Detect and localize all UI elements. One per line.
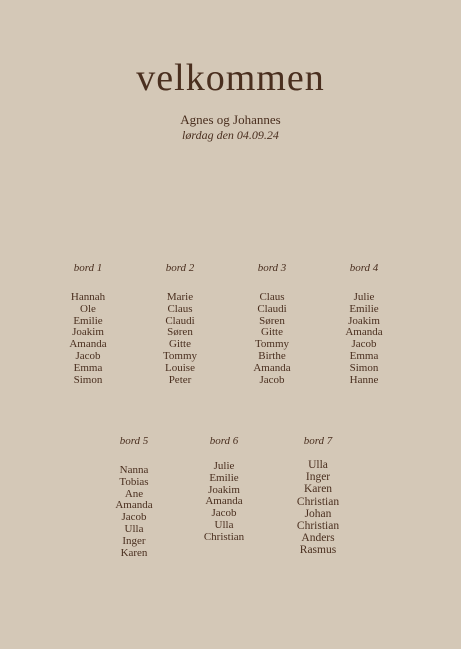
guest-name: Emilie — [349, 302, 379, 315]
table-5 — [89, 435, 179, 559]
guest-name: Marie — [166, 291, 194, 303]
guest-name: Karen — [303, 483, 333, 496]
table-4 — [319, 262, 409, 386]
guest-name: Christian — [203, 530, 245, 543]
guest-name: Karen — [120, 546, 148, 559]
page-title: velkommen — [136, 57, 325, 99]
guest-name: Joakim — [208, 483, 240, 496]
guest-list — [43, 292, 133, 386]
guest-name: Hannah — [70, 291, 106, 303]
table-label: bord 5 — [119, 435, 149, 447]
guest-list — [179, 461, 269, 544]
guest-name: Emilie — [73, 314, 103, 327]
guest-name: Emma — [73, 361, 103, 374]
guest-name: Joakim — [348, 314, 380, 327]
table-label: bord 7 — [303, 435, 333, 447]
guest-name: Søren — [167, 326, 193, 339]
guest-name: Claus — [167, 302, 193, 315]
table-7 — [273, 435, 363, 557]
guest-name: Peter — [168, 373, 192, 386]
table-6 — [179, 435, 269, 544]
guest-name: Jacob — [351, 338, 377, 351]
table-2 — [135, 262, 225, 386]
guest-name: Ulla — [124, 522, 144, 535]
guest-name: Ulla — [308, 459, 328, 471]
guest-name: Louise — [165, 361, 195, 374]
guest-name: Christian — [296, 495, 340, 508]
guest-name: Emma — [349, 349, 379, 362]
guest-name: Gitte — [261, 326, 283, 339]
guest-name: Julie — [213, 460, 235, 472]
event-date: lørdag den 04.09.24 — [182, 128, 279, 142]
guest-name: Inger — [122, 534, 146, 547]
guest-name: Tobias — [119, 475, 149, 488]
guest-name: Inger — [305, 471, 331, 484]
guest-name: Amanda — [69, 338, 107, 351]
guest-name: Jacob — [211, 507, 237, 520]
table-label: bord 3 — [257, 262, 287, 274]
guest-name: Amanda — [115, 499, 153, 512]
table-3 — [227, 262, 317, 386]
guest-list — [227, 292, 317, 386]
guest-name: Joakim — [72, 326, 104, 339]
guest-name: Ane — [124, 487, 144, 500]
guest-name: Amanda — [205, 495, 243, 508]
guest-name: Julie — [353, 291, 375, 303]
table-label: bord 4 — [349, 262, 379, 274]
guest-name: Ulla — [214, 518, 234, 531]
guest-name: Søren — [259, 314, 285, 327]
guest-name: Anders — [301, 532, 335, 545]
guest-name: Birthe — [258, 349, 286, 362]
guest-name: Johan — [304, 507, 332, 520]
guest-name: Claudi — [257, 302, 287, 315]
guest-name: Jacob — [75, 349, 101, 362]
guest-name: Claudi — [165, 314, 195, 327]
guest-name: Ole — [80, 302, 96, 315]
guest-name: Jacob — [259, 373, 285, 386]
guest-name: Amanda — [253, 361, 291, 374]
guest-name: Nanna — [119, 464, 149, 476]
guest-name: Simon — [73, 373, 103, 386]
guest-name: Gitte — [169, 338, 191, 351]
table-label: bord 6 — [209, 435, 239, 447]
guest-name: Tommy — [162, 349, 198, 362]
guest-name: Christian — [296, 520, 340, 533]
guest-list — [273, 459, 363, 557]
guest-name: Claus — [259, 291, 285, 303]
guest-name: Amanda — [345, 326, 383, 339]
guest-list — [319, 292, 409, 386]
guest-name: Rasmus — [299, 544, 337, 557]
guest-name: Emilie — [209, 471, 239, 484]
table-1 — [43, 262, 133, 386]
guest-name: Jacob — [121, 511, 147, 524]
couple-names: Agnes og Johannes — [180, 112, 281, 127]
table-label: bord 1 — [73, 262, 103, 274]
guest-name: Simon — [349, 361, 379, 374]
guest-name: Tommy — [254, 338, 290, 351]
guest-list — [89, 465, 179, 559]
table-label: bord 2 — [165, 262, 195, 274]
guest-name: Hanne — [349, 373, 379, 386]
guest-list — [135, 292, 225, 386]
